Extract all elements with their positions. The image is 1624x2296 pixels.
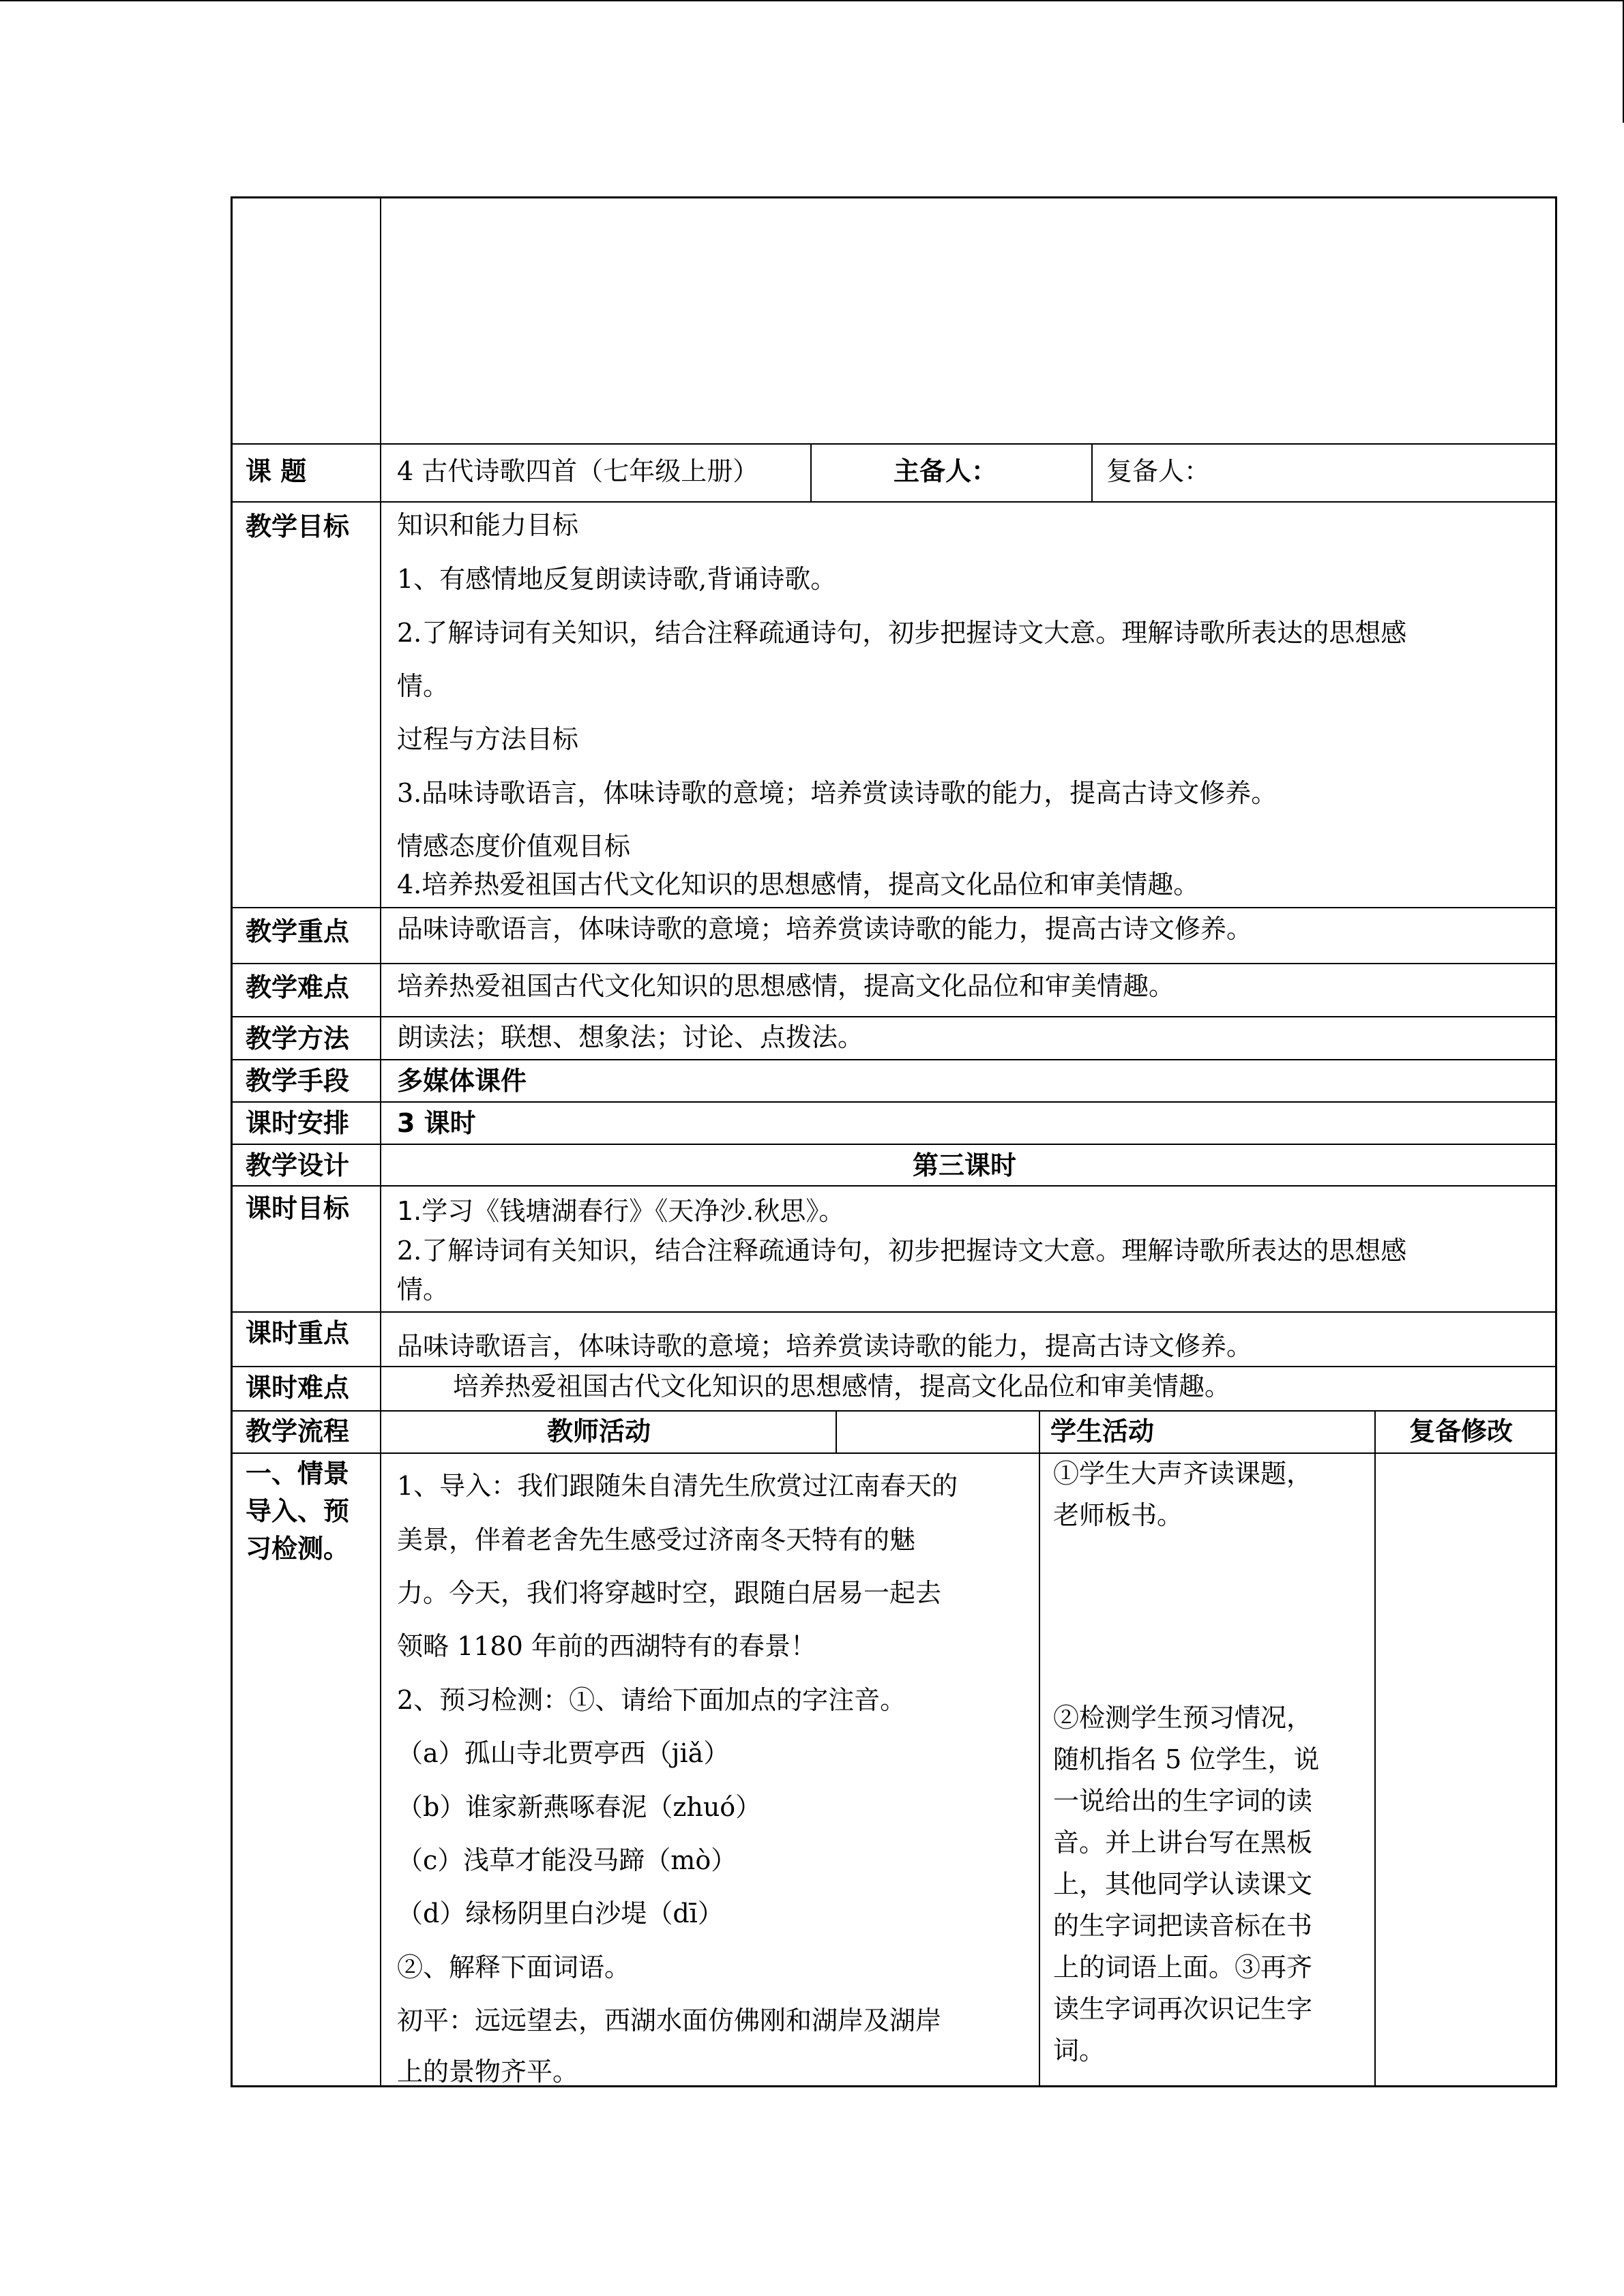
preparer-label: 主备人：: [894, 456, 998, 486]
objective-line: 1、有感情地反复朗读诗歌,背诵诗歌。: [397, 564, 837, 594]
objective-line: 4.培养热爱祖国古代文化知识的思想感情，提高文化品位和审美情趣。: [397, 869, 1200, 899]
student-line: 音。并上讲台写在黑板: [1053, 1828, 1313, 1858]
design-label: 教学设计: [246, 1150, 350, 1180]
teacher-line: 初平：远远望去，西湖水面仿佛刚和湖岸及湖岸: [397, 2006, 942, 2036]
design-value: 第三课时: [913, 1150, 1017, 1180]
student-line: ①学生大声齐读课题，: [1053, 1459, 1313, 1489]
page-top-border: [0, 0, 1624, 1]
stage-line: 一、情景: [246, 1459, 350, 1489]
teacher-line: 上的景物齐平。: [397, 2057, 579, 2087]
objective-line: 情感态度价值观目标: [397, 831, 631, 861]
difficulties-value: 培养热爱祖国古代文化知识的思想感情，提高文化品位和审美情趣。: [397, 971, 1175, 1001]
teacher-activity-header: 教师活动: [547, 1416, 651, 1446]
means-label: 教学手段: [246, 1066, 350, 1096]
stage-line: 导入、预: [246, 1496, 350, 1526]
objective-line: 情。: [397, 671, 449, 701]
objective-line: 3.品味诗歌语言，体味诗歌的意境；培养赏读诗歌的能力，提高古诗文修养。: [397, 778, 1278, 808]
topic-value: 4 古代诗歌四首（七年级上册）: [397, 456, 759, 486]
means-value: 多媒体课件: [397, 1066, 527, 1096]
methods-label: 教学方法: [246, 1024, 350, 1054]
key-points-value: 品味诗歌语言，体味诗歌的意境；培养赏读诗歌的能力，提高古诗文修养。: [397, 914, 1253, 944]
objective-line: 知识和能力目标: [397, 510, 579, 540]
teacher-line: ②、解释下面词语。: [397, 1952, 631, 1982]
teacher-line: （b）谁家新燕啄春泥（zhuó）: [397, 1792, 762, 1822]
difficulties-label: 教学难点: [246, 972, 350, 1002]
teacher-line: （a）孤山寺北贾亭西（jiǎ）: [397, 1738, 730, 1768]
student-line: 随机指名 5 位学生，说: [1053, 1744, 1320, 1774]
topic-label: 课 题: [246, 456, 307, 486]
teacher-line: 力。今天，我们将穿越时空，跟随白居易一起去: [397, 1578, 942, 1608]
flow-label: 教学流程: [246, 1416, 350, 1446]
reviewer-label: 复备人：: [1106, 456, 1211, 486]
objective-line: 2.了解诗词有关知识，结合注释疏通诗句，初步把握诗文大意。理解诗歌所表达的思想感: [397, 618, 1407, 648]
student-line: ②检测学生预习情况，: [1053, 1703, 1313, 1733]
teacher-line: 2、预习检测：①、请给下面加点的字注音。: [397, 1685, 906, 1715]
lesson-goal-line: 1.学习《钱塘湖春行》《天净沙.秋思》。: [397, 1196, 845, 1226]
teacher-line: 领略 1180 年前的西湖特有的春景！: [397, 1631, 816, 1661]
teacher-line: 美景，伴着老舍先生感受过济南冬天特有的魅: [397, 1525, 916, 1555]
revise-header: 复备修改: [1409, 1416, 1514, 1446]
methods-value: 朗读法；联想、想象法；讨论、点拨法。: [397, 1022, 864, 1052]
teacher-line: 1、导入：我们跟随朱自清先生欣赏过江南春天的: [397, 1471, 958, 1501]
student-activity-header: 学生活动: [1050, 1416, 1155, 1446]
lesson-diff-label: 课时难点: [246, 1373, 350, 1403]
schedule-label: 课时安排: [246, 1108, 350, 1138]
student-line: 词。: [1053, 2036, 1106, 2066]
objectives-label: 教学目标: [246, 511, 350, 541]
schedule-value: 3 课时: [397, 1108, 476, 1138]
student-line: 老师板书。: [1053, 1500, 1183, 1530]
objective-line: 过程与方法目标: [397, 724, 579, 754]
student-line: 读生字词再次识记生字: [1053, 1994, 1313, 2024]
teacher-line: （c）浅草才能没马蹄（mò）: [397, 1845, 737, 1875]
student-line: 一说给出的生字词的读: [1053, 1786, 1313, 1816]
lesson-key-label: 课时重点: [246, 1318, 350, 1348]
lesson-goal-line: 情。: [397, 1274, 449, 1304]
lesson-goal-label: 课时目标: [246, 1193, 350, 1223]
student-line: 的生字词把读音标在书: [1053, 1911, 1313, 1941]
lesson-goal-line: 2.了解诗词有关知识，结合注释疏通诗句，初步把握诗文大意。理解诗歌所表达的思想感: [397, 1236, 1407, 1266]
stage-line: 习检测。: [246, 1534, 350, 1564]
teacher-line: （d）绿杨阴里白沙堤（dī）: [397, 1898, 724, 1928]
lesson-diff-value: 培养热爱祖国古代文化知识的思想感情，提高文化品位和审美情趣。: [453, 1371, 1231, 1401]
lesson-key-value: 品味诗歌语言，体味诗歌的意境；培养赏读诗歌的能力，提高古诗文修养。: [397, 1331, 1253, 1361]
student-line: 上的词语上面。③再齐: [1053, 1952, 1313, 1982]
student-line: 上，其他同学认读课文: [1053, 1869, 1313, 1899]
key-points-label: 教学重点: [246, 916, 350, 946]
